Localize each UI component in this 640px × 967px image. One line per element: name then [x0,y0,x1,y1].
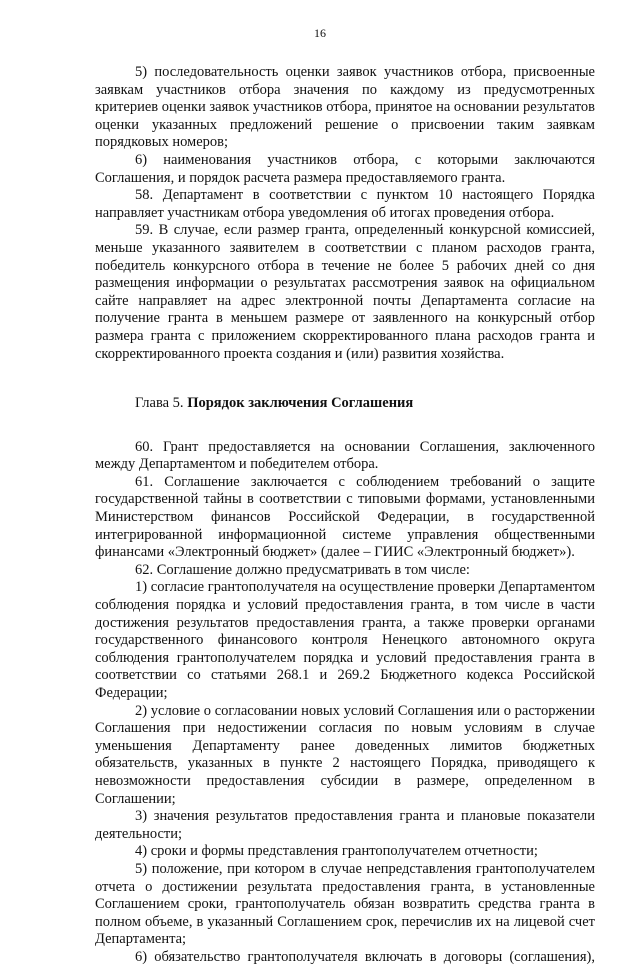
paragraph-item-6-participant-names: 6) наименования участников отбора, с которыми заключаются Соглашения, и порядок расчета размера предоставляемого гранта. [95,151,595,186]
paragraph-clause-60: 60. Грант предоставляется на основании Соглашения, заключенного между Департаментом и победителем отбора. [95,438,595,473]
paragraph-item-6-contract-obligation: 6) обязательство грантополучателя включать в договоры (соглашения), [135,948,595,965]
paragraph-item-5-evaluation-sequence: 5) последовательность оценки заявок участников отбора, присвоенные заявкам участников отбора значения по каждому из предусмотренных критериев оценки заявок участников отбора, принятое на основании результатов оценки указанных предложений решение о присвоении таким заявкам порядковых номеров; [95,64,595,151]
paragraph-clause-62: 62. Соглашение должно предусматривать в том числе: [135,561,470,578]
paragraph-item-4-reporting: 4) сроки и формы представления грантополучателем отчетности; [135,843,538,860]
paragraph-clause-59: 59. В случае, если размер гранта, определенный конкурсной комиссией, меньше указанного заявителем в соответствии с планом расходов гранта, победитель конкурсного отбора в течение не более 5 рабочих дней со дня размещения информации о результатах рассмотрения заявок на официальном сайте направляет на адрес электронной почты Департамента согласие на получение гранта в меньшем размере от заявленного на конкурсный отбор размера гранта с приложением скорректированного плана расходов гранта и скорректированного проекта создания и (или) развития хозяйства. [95,222,595,362]
paragraph-item-5-grant-return: 5) положение, при котором в случае непредставления грантополучателем отчета о достижении результата предоставления гранта, в установленные Соглашением сроки, грантополучатель обязан возвратить средства гранта в полном объеме, в указанный Соглашением срок, перечислив их на лицевой счет Департамента; [95,860,595,948]
page-number: 16 [314,26,326,40]
paragraph-item-2-new-conditions: 2) условие о согласовании новых условий Соглашения или о расторжении Соглашения при недостижении согласия по новым условиям в случае уменьшения Департаменту ранее доведенных лимитов бюджетных обязательств, указанных в пункте 2 настоящего Порядка, приводящего к невозможности предоставления субсидии в размере, определенном в Соглашении; [95,702,595,807]
paragraph-item-1-inspection-consent: 1) согласие грантополучателя на осуществление проверки Департаментом соблюдения порядка и условий предоставления гранта, в том числе в части достижения результатов предоставления гранта, а также проверки органами государственного финансового контроля Ненецкого автономного округа соблюдения грантополучателем порядка и условий предоставления гранта в соответствии со статьями 268.1 и 269.2 Бюджетного кодекса Российской Федерации; [95,579,595,701]
paragraph-item-3-result-values: 3) значения результатов предоставления гранта и плановые показатели деятельности; [95,808,595,842]
chapter-prefix: Глава 5. [135,395,184,412]
chapter-title: Порядок заключения Соглашения [187,395,414,412]
chapter-heading [95,395,595,413]
paragraph-clause-61: 61. Соглашение заключается с соблюдением требований о защите государственной тайны в соответствии с типовыми формами, установленными Министерством финансов Российской Федерации, в государственной интегрированной информационной системе управления общественными финансами «Электронный бюджет» (далее – ГИИС «Электронный бюджет»). [95,473,595,561]
paragraph-clause-58: 58. Департамент в соответствии с пунктом 10 настоящего Порядка направляет участникам отбора уведомления об итогах проведения отбора. [95,187,595,221]
document-body [95,64,595,967]
